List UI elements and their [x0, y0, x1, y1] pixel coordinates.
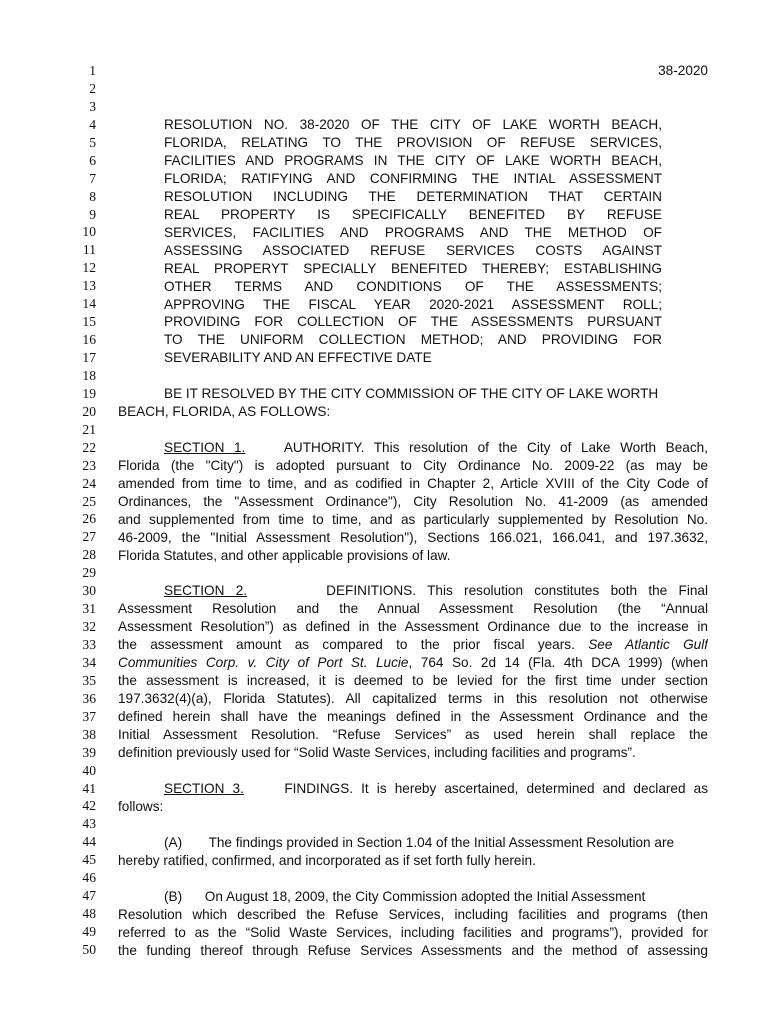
line-number: 43	[82, 816, 96, 832]
title-line: APPROVING THE FISCAL YEAR 2020-2021 ASSESSMENT ROLL;	[164, 296, 662, 312]
line-number: 42	[82, 798, 96, 814]
line-number: 13	[82, 278, 96, 294]
title-line: OTHER TERMS AND CONDITIONS OF THE ASSESSMENTS;	[164, 278, 662, 294]
section-2-line-35: the assessment is increased, it is deemed to be levied for the first time under section	[118, 673, 708, 688]
section-1-line: amended from time to time, and as codified in Chapter 2, Article XVIII of the City Code of	[118, 475, 708, 491]
title-line: FACILITIES AND PROGRAMS IN THE CITY OF LAKE WORTH BEACH,	[164, 152, 662, 168]
line-number: 40	[82, 762, 96, 778]
section-3-line-42: follows:	[118, 799, 164, 814]
line-number: 11	[82, 242, 96, 258]
line-number: 36	[82, 690, 96, 706]
line-number: 21	[82, 421, 96, 437]
line-number: 14	[82, 296, 96, 312]
title-line: RESOLUTION INCLUDING THE DETERMINATION THAT CERTAIN	[164, 188, 662, 204]
line-number: 4	[89, 116, 96, 132]
finding-a-first-line: (A) The findings provided in Section 1.04 of the Initial Assessment Resolution are	[164, 835, 675, 850]
finding-a-line-45: hereby ratified, confirmed, and incorporated as if set forth fully herein.	[118, 853, 536, 868]
section-2-line-37: defined herein shall have the meanings defined in the Assessment Ordinance and the	[118, 709, 708, 724]
section-2-line-32: Assessment Resolution”) as defined in the Assessment Ordinance due to the increase in	[118, 619, 708, 634]
resolved-line-2: BEACH, FLORIDA, AS FOLLOWS:	[118, 404, 331, 419]
section-3-heading: SECTION 3.	[164, 781, 244, 796]
title-line: TO THE UNIFORM COLLECTION METHOD; AND PROVIDING FOR	[164, 332, 662, 348]
line-number: 22	[82, 439, 96, 455]
finding-b-line-48: Resolution which described the Refuse Services, including facilities and programs (then	[118, 907, 708, 922]
line-number: 7	[89, 170, 96, 186]
line-number: 33	[82, 637, 96, 652]
section-2-line-33: the assessment amount as compared to the prior fiscal years. See Atlantic Gulf	[118, 637, 708, 652]
section-1-line: 46-2009, the "Initial Assessment Resolution"), Sections 166.021, 166.041, and 197.3632,	[118, 529, 708, 545]
line-number: 31	[82, 601, 96, 617]
section-1-heading: SECTION 1.	[164, 440, 246, 455]
section-2-line-34: Communities Corp. v. City of Port St. Lucie, 764 So. 2d 14 (Fla. 4th DCA 1999) (when	[118, 655, 708, 670]
finding-b-first-line: (B) On August 18, 2009, the City Commission adopted the Initial Assessment	[164, 889, 646, 904]
line-number: 50	[82, 941, 96, 957]
line-number: 15	[82, 314, 96, 330]
line-number: 25	[82, 493, 96, 509]
title-line: SEVERABILITY AND AN EFFECTIVE DATE	[164, 350, 432, 366]
title-line: SERVICES, FACILITIES AND PROGRAMS AND THE METHOD OF	[164, 224, 662, 240]
finding-b-line-50: the funding thereof through Refuse Services Assessments and the method of assessing	[118, 943, 708, 958]
finding-b-label: (B)	[164, 889, 183, 904]
line-number: 19	[82, 385, 96, 401]
line-number: 5	[89, 134, 96, 150]
line-number: 28	[82, 547, 96, 563]
section-2-line-39: definition previously used for “Solid Waste Services, including facilities and programs”.	[118, 745, 636, 760]
line-number-column	[60, 62, 96, 959]
resolved-line-1: BE IT RESOLVED BY THE CITY COMMISSION OF THE CITY OF LAKE WORTH	[164, 386, 659, 401]
title-line: REAL PROPERYT SPECIALLY BENEFITED THEREBY; ESTABLISHING	[164, 260, 662, 276]
line-number: 6	[89, 152, 96, 168]
line-number: 35	[82, 672, 96, 688]
line-number: 27	[82, 529, 96, 545]
title-line: RESOLUTION NO. 38-2020 OF THE CITY OF LAKE WORTH BEACH,	[164, 117, 662, 132]
line-number: 48	[82, 906, 96, 922]
section-3-first-line: SECTION 3. FINDINGS. It is hereby ascertained, determined and declared as	[164, 781, 708, 796]
line-number: 47	[82, 888, 96, 904]
line-number: 49	[82, 924, 96, 939]
line-number: 17	[82, 350, 96, 365]
line-number: 34	[82, 654, 96, 670]
finding-a-label: (A)	[164, 835, 183, 850]
line-number: 38	[82, 726, 96, 742]
line-number: 10	[82, 224, 96, 240]
case-citation-start: See Atlantic Gulf	[588, 637, 708, 652]
line-number: 24	[82, 475, 96, 491]
section-2-first-line: SECTION 2. DEFINITIONS. This resolution constitutes both the Final	[164, 583, 708, 598]
section-2-line-36: 197.3632(4)(a), Florida Statutes). All capitalized terms in this resolution not otherwise	[118, 691, 708, 706]
section-2-line-31: Assessment Resolution and the Annual Assessment Resolution (the “Annual	[118, 601, 708, 616]
line-number: 46	[82, 870, 96, 886]
section-1-line: Ordinances, the "Assessment Ordinance"), City Resolution No. 41-2009 (as amended	[118, 493, 708, 509]
line-number: 3	[89, 98, 96, 114]
line-number: 8	[89, 188, 96, 204]
line-number: 1	[89, 63, 96, 78]
line-number: 39	[82, 744, 96, 760]
title-line: ASSESSING ASSOCIATED REFUSE SERVICES COSTS AGAINST	[164, 242, 662, 258]
line-number: 37	[82, 708, 96, 724]
section-2-line-38: Initial Assessment Resolution. “Refuse Services” as used herein shall replace the	[118, 727, 708, 742]
line-number: 45	[82, 852, 96, 868]
line-number: 44	[82, 834, 96, 850]
line-number: 32	[82, 619, 96, 635]
line-number: 26	[82, 511, 96, 527]
line-number: 23	[82, 457, 96, 473]
section-2-heading: SECTION 2.	[164, 583, 248, 598]
title-line: REAL PROPERTY IS SPECIFICALLY BENEFITED BY REFUSE	[164, 206, 662, 222]
line-number: 41	[82, 780, 96, 796]
line-number: 29	[82, 565, 96, 581]
title-line: PROVIDING FOR COLLECTION OF THE ASSESSMENTS PURSUANT	[164, 314, 662, 330]
line-number: 12	[82, 260, 96, 276]
line-number: 30	[82, 583, 96, 599]
finding-b-line-49: referred to as the “Solid Waste Services, including facilities and programs”), provided for	[118, 925, 708, 940]
line-number: 16	[82, 332, 96, 348]
section-1-line: Florida Statutes, and other applicable provisions of law.	[118, 547, 451, 563]
title-line: FLORIDA; RATIFYING AND CONFIRMING THE INTIAL ASSESSMENT	[164, 170, 662, 186]
line-number: 20	[82, 403, 96, 419]
case-citation-name: Communities Corp. v. City of Port St. Lucie	[118, 655, 409, 670]
document-number: 38-2020	[658, 63, 708, 78]
section-1-first-line: SECTION 1. AUTHORITY. This resolution of the City of Lake Worth Beach,	[164, 440, 708, 455]
section-1-line: Florida (the "City") is adopted pursuant to City Ordinance No. 2009-22 (as may be	[118, 458, 708, 473]
title-line: FLORIDA, RELATING TO THE PROVISION OF REFUSE SERVICES,	[164, 134, 662, 150]
line-number: 2	[89, 80, 96, 96]
line-number: 9	[89, 206, 96, 222]
line-number: 18	[82, 367, 96, 383]
section-1-line: and supplemented from time to time, and as particularly supplemented by Resolution No.	[118, 511, 708, 527]
